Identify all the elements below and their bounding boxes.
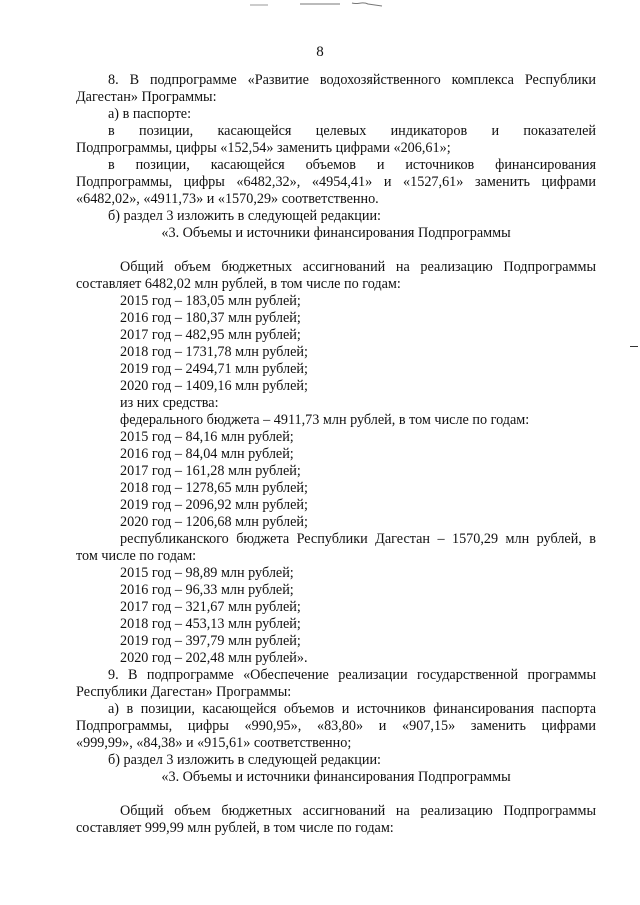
text-line: 2019 год – 2494,71 млн рублей; [120,361,308,377]
text-line: «6482,02», «4911,73» и «1570,29» соответственно. [76,191,379,207]
text-line: 2018 год – 1731,78 млн рублей; [120,344,308,360]
text-line: 2017 год – 482,95 млн рублей; [120,327,301,343]
text-line: Общий объем бюджетных ассигнований на реализацию Подпрограммы [120,259,596,275]
text-line: составляет 6482,02 млн рублей, в том числе по годам: [76,276,401,292]
text-line: том числе по годам: [76,548,197,564]
scan-artifact-marks [0,0,640,12]
text-line: а) в позиции, касающейся объемов и источников финансирования паспорта [108,701,596,717]
blank-line [76,786,596,803]
text-line: 2015 год – 98,89 млн рублей; [120,565,294,581]
text-line: 2015 год – 183,05 млн рублей; [120,293,301,309]
text-line: а) в паспорте: [108,106,192,122]
page-number: 8 [316,44,324,60]
text-line: составляет 999,99 млн рублей, в том числе по годам: [76,820,394,836]
text-line: в позиции, касающейся объемов и источников финансирования [108,157,596,173]
text-line: 2019 год – 2096,92 млн рублей; [120,497,308,513]
text-line: Общий объем бюджетных ассигнований на реализацию Подпрограммы [120,803,596,819]
text-line: республиканского бюджета Республики Дагестан – 1570,29 млн рублей, в [120,531,596,547]
text-line: Республики Дагестан» Программы: [76,684,292,700]
text-line: б) раздел 3 изложить в следующей редакции: [108,752,381,768]
text-line: 2016 год – 84,04 млн рублей; [120,446,294,462]
text-line: «3. Объемы и источники финансирования Подпрограммы [161,769,511,785]
text-line: Дагестан» Программы: [76,89,217,105]
text-line: в позиции, касающейся целевых индикаторов и показателей [108,123,596,139]
text-line: Подпрограммы, цифры «152,54» заменить цифрами «206,61»; [76,140,451,156]
text-line: 2017 год – 321,67 млн рублей; [120,599,301,615]
text-line: 2015 год – 84,16 млн рублей; [120,429,294,445]
scan-edge-mark [630,346,638,347]
text-line: 2019 год – 397,79 млн рублей; [120,633,301,649]
text-line: 2020 год – 202,48 млн рублей». [120,650,308,666]
text-line: 2018 год – 453,13 млн рублей; [120,616,301,632]
text-line: 2020 год – 1409,16 млн рублей; [120,378,308,394]
text-line: Подпрограммы, цифры «990,95», «83,80» и «907,15» заменить цифрами [76,718,596,734]
text-line: 8. В подпрограмме «Развитие водохозяйственного комплекса Республики [108,72,596,88]
text-line: 2016 год – 96,33 млн рублей; [120,582,294,598]
text-line: 2017 год – 161,28 млн рублей; [120,463,301,479]
blank-line [76,242,596,259]
text-line: из них средства: [120,395,219,411]
text-line: 2018 год – 1278,65 млн рублей; [120,480,308,496]
text-line: б) раздел 3 изложить в следующей редакции: [108,208,381,224]
text-line: 9. В подпрограмме «Обеспечение реализации государственной программы [108,667,596,683]
text-line: «3. Объемы и источники финансирования Подпрограммы [161,225,511,241]
text-line: «999,99», «84,38» и «915,61» соответственно; [76,735,352,751]
text-line: Подпрограммы, цифры «6482,32», «4954,41» и «1527,61» заменить цифрами [76,174,596,190]
text-line: федерального бюджета – 4911,73 млн рублей, в том числе по годам: [120,412,530,428]
text-line: 2016 год – 180,37 млн рублей; [120,310,301,326]
text-line: 2020 год – 1206,68 млн рублей; [120,514,308,530]
document-body [76,72,596,837]
